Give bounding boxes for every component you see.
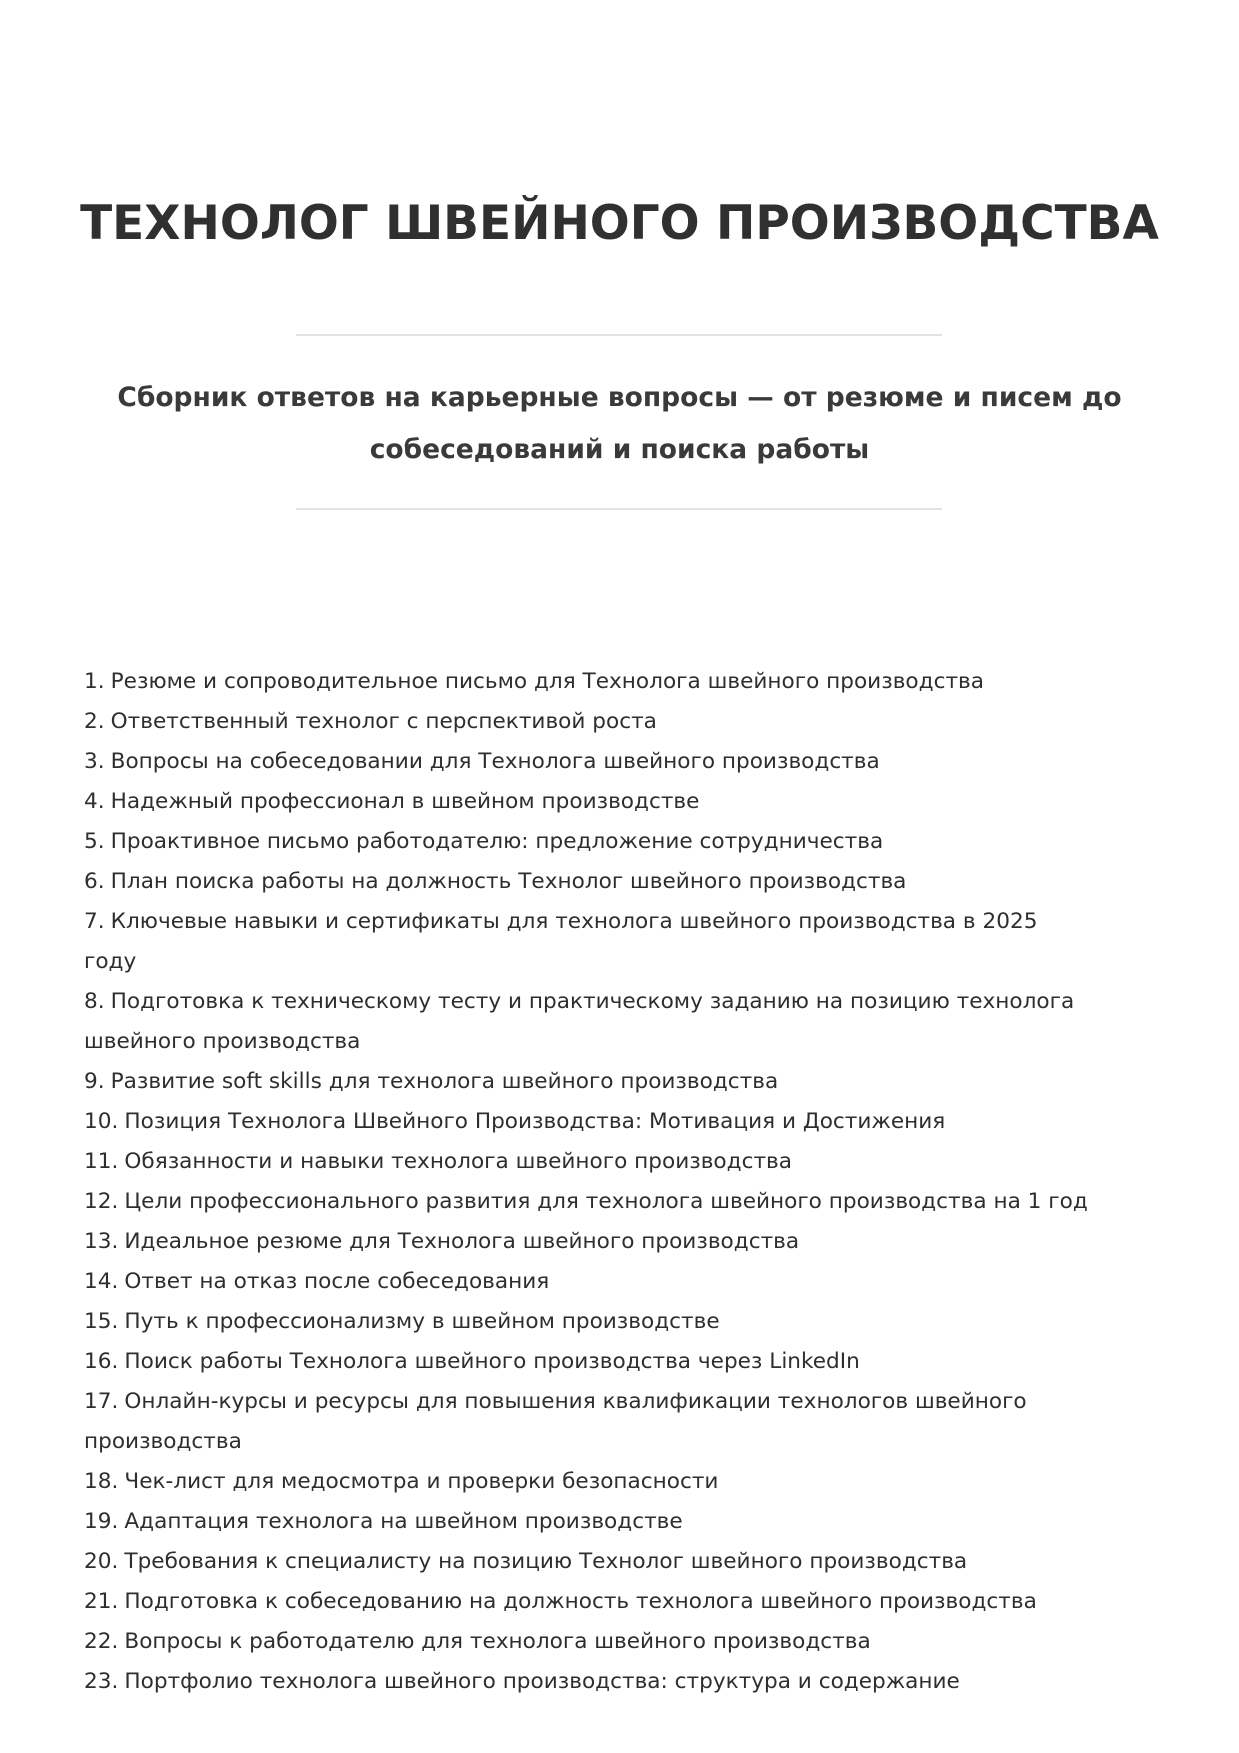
toc-item-number: 5.: [84, 829, 105, 854]
toc-item-number: 6.: [84, 869, 105, 894]
toc-item: [84, 1102, 1094, 1142]
toc-item: [84, 1462, 1094, 1502]
document-title: ТЕХНОЛОГ ШВЕЙНОГО ПРОИЗВОДСТВА: [80, 196, 1159, 251]
toc-item-text: Вопросы к работодателю для технолога швейного производства: [124, 1629, 871, 1654]
toc-item-text: Обязанности и навыки технолога швейного производства: [124, 1149, 792, 1174]
toc-item-number: 3.: [84, 749, 105, 774]
toc-item-text: Вопросы на собеседовании для Технолога швейного производства: [110, 749, 880, 774]
toc-item-text: Идеальное резюме для Технолога швейного производства: [124, 1229, 800, 1254]
toc-item-text: План поиска работы на должность Технолог швейного производства: [110, 869, 907, 894]
toc-item-number: 7.: [84, 909, 105, 934]
toc-item-number: 13.: [84, 1229, 119, 1254]
bottom-divider: [296, 508, 942, 510]
toc-item: [84, 1662, 1094, 1702]
toc-item-number: 19.: [84, 1509, 119, 1534]
toc-item: [84, 662, 1094, 702]
toc-item-text: Ответственный технолог с перспективой роста: [110, 709, 657, 734]
toc-item-number: 11.: [84, 1149, 119, 1174]
toc-item: [84, 822, 1094, 862]
toc-item: [84, 1142, 1094, 1182]
toc-item-text: Чек-лист для медосмотра и проверки безопасности: [124, 1469, 719, 1494]
toc-item-number: 9.: [84, 1069, 105, 1094]
toc-item-number: 8.: [84, 989, 105, 1014]
toc-item-number: 22.: [84, 1629, 119, 1654]
toc-item-number: 20.: [84, 1549, 119, 1574]
toc-item: [84, 1582, 1094, 1622]
toc-item-text: Ключевые навыки и сертификаты для технолога швейного производства в 2025 году: [84, 909, 1038, 974]
toc-item: [84, 862, 1094, 902]
toc-item-number: 18.: [84, 1469, 119, 1494]
toc-item-number: 10.: [84, 1109, 119, 1134]
toc-item-number: 17.: [84, 1389, 119, 1414]
toc-item-text: Путь к профессионализму в швейном производстве: [124, 1309, 720, 1334]
toc-item-text: Портфолио технолога швейного производства: структура и содержание: [124, 1669, 960, 1694]
table-of-contents: [84, 662, 1094, 1702]
toc-item: [84, 1182, 1094, 1222]
toc-item-text: Ответ на отказ после собеседования: [124, 1269, 550, 1294]
toc-item-number: 15.: [84, 1309, 119, 1334]
toc-item-text: Проактивное письмо работодателю: предложение сотрудничества: [110, 829, 884, 854]
toc-item-text: Резюме и сопроводительное письмо для Технолога швейного производства: [110, 669, 984, 694]
toc-item: [84, 1262, 1094, 1302]
toc-item-number: 21.: [84, 1589, 119, 1614]
toc-item-number: 4.: [84, 789, 105, 814]
top-divider: [296, 334, 942, 336]
toc-item-text: Позиция Технолога Швейного Производства: Мотивация и Достижения: [124, 1109, 946, 1134]
toc-item-text: Поиск работы Технолога швейного производства через LinkedIn: [124, 1349, 860, 1374]
toc-item: [84, 742, 1094, 782]
toc-item: [84, 1342, 1094, 1382]
toc-item-number: 23.: [84, 1669, 119, 1694]
toc-item-text: Надежный профессионал в швейном производстве: [110, 789, 700, 814]
toc-item: [84, 902, 1094, 982]
toc-item-number: 14.: [84, 1269, 119, 1294]
toc-item-text: Требования к специалисту на позицию Технолог швейного производства: [124, 1549, 968, 1574]
toc-item-number: 12.: [84, 1189, 119, 1214]
toc-item: [84, 702, 1094, 742]
toc-item: [84, 1542, 1094, 1582]
toc-item: [84, 1382, 1094, 1462]
toc-item: [84, 982, 1094, 1062]
toc-item: [84, 1502, 1094, 1542]
toc-item: [84, 782, 1094, 822]
toc-item-text: Развитие soft skills для технолога швейного производства: [110, 1069, 779, 1094]
toc-item-text: Подготовка к техническому тесту и практическому заданию на позицию технолога швейного производства: [84, 989, 1075, 1054]
toc-item-number: 2.: [84, 709, 105, 734]
toc-item-text: Онлайн-курсы и ресурсы для повышения квалификации технологов швейного производства: [84, 1389, 1027, 1454]
document-subtitle: Сборник ответов на карьерные вопросы — от резюме и писем до собеседований и поиска работы: [117, 382, 1122, 465]
toc-item: [84, 1222, 1094, 1262]
toc-item-number: 1.: [84, 669, 105, 694]
toc-item-text: Подготовка к собеседованию на должность технолога швейного производства: [124, 1589, 1037, 1614]
toc-item: [84, 1622, 1094, 1662]
toc-item: [84, 1302, 1094, 1342]
toc-item-text: Цели профессионального развития для технолога швейного производства на 1 год: [124, 1189, 1088, 1214]
toc-item-text: Адаптация технолога на швейном производстве: [124, 1509, 683, 1534]
toc-item-number: 16.: [84, 1349, 119, 1374]
toc-item: [84, 1062, 1094, 1102]
